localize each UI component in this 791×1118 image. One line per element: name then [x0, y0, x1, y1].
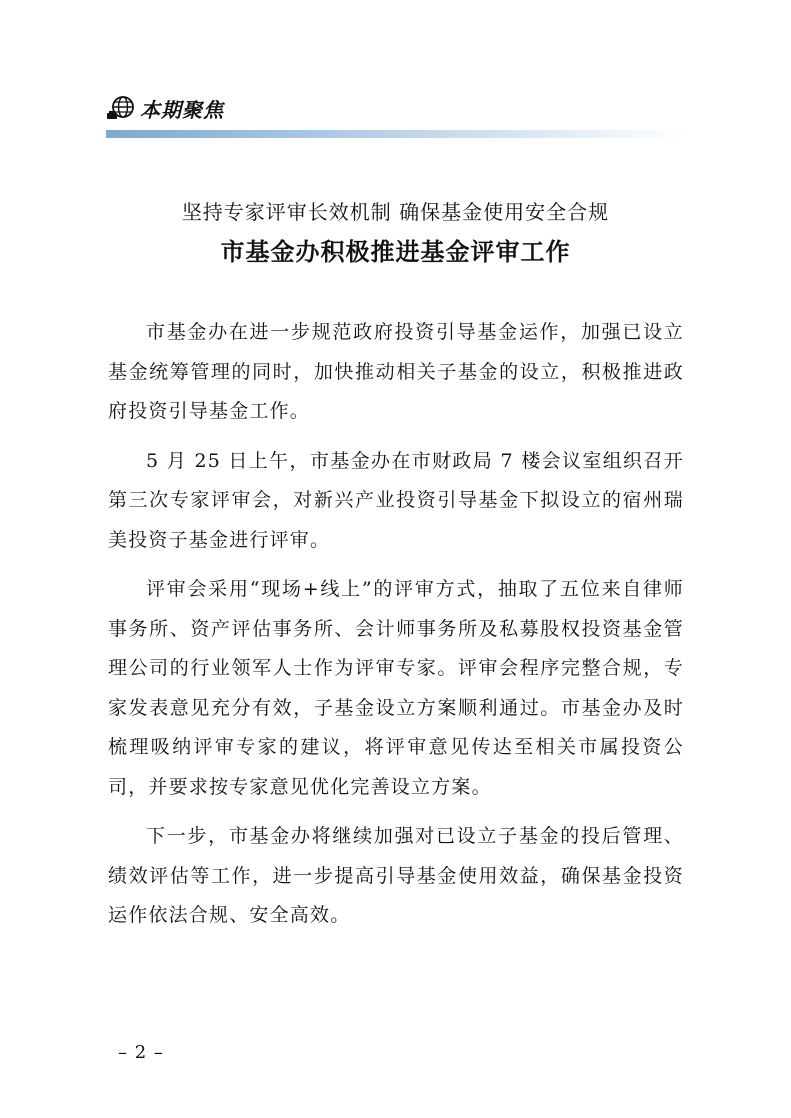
section-divider-bar: [106, 130, 686, 138]
paragraph: 市基金办在进一步规范政府投资引导基金运作，加强已设立基金统筹管理的同时，加快推动相关子基金的设立，积极推进政府投资引导基金工作。: [108, 321, 684, 422]
section-title-row: [106, 94, 686, 122]
headline-subtitle: 坚持专家评审长效机制 确保基金使用安全合规: [181, 200, 610, 224]
paragraph: 评审会采用“现场+线上”的评审方式，抽取了五位来自律师事务所、资产评估事务所、会计师事务所及私募股权投资基金管理公司的行业领军人士作为评审专家。评审会程序完整合规，专家发表意见充分有效，子基金设立方案顺利通过。市基金办及时梳理吸纳评审专家的建议，将评审意见传达至相关市属投资公司，并要求按专家意见优化完善设立方案。: [108, 578, 684, 798]
paragraph: 5 月 25 日上午，市基金办在市财政局 7 楼会议室组织召开第三次专家评审会，对新兴产业投资引导基金下拟设立的宿州瑞美投资子基金进行评审。: [108, 449, 684, 551]
headline-title: 市基金办积极推进基金评审工作: [220, 237, 571, 266]
globe-icon: [106, 95, 136, 121]
section-header: [106, 94, 686, 144]
section-label: 本期聚焦: [140, 97, 224, 122]
article-body: [108, 313, 684, 946]
paragraph: 下一步，市基金办将继续加强对已设立子基金的投后管理、绩效评估等工作，进一步提高引导基金使用效益，确保基金投资运作依法合规、安全高效。: [108, 825, 684, 926]
page-number: – 2 –: [118, 1042, 164, 1063]
